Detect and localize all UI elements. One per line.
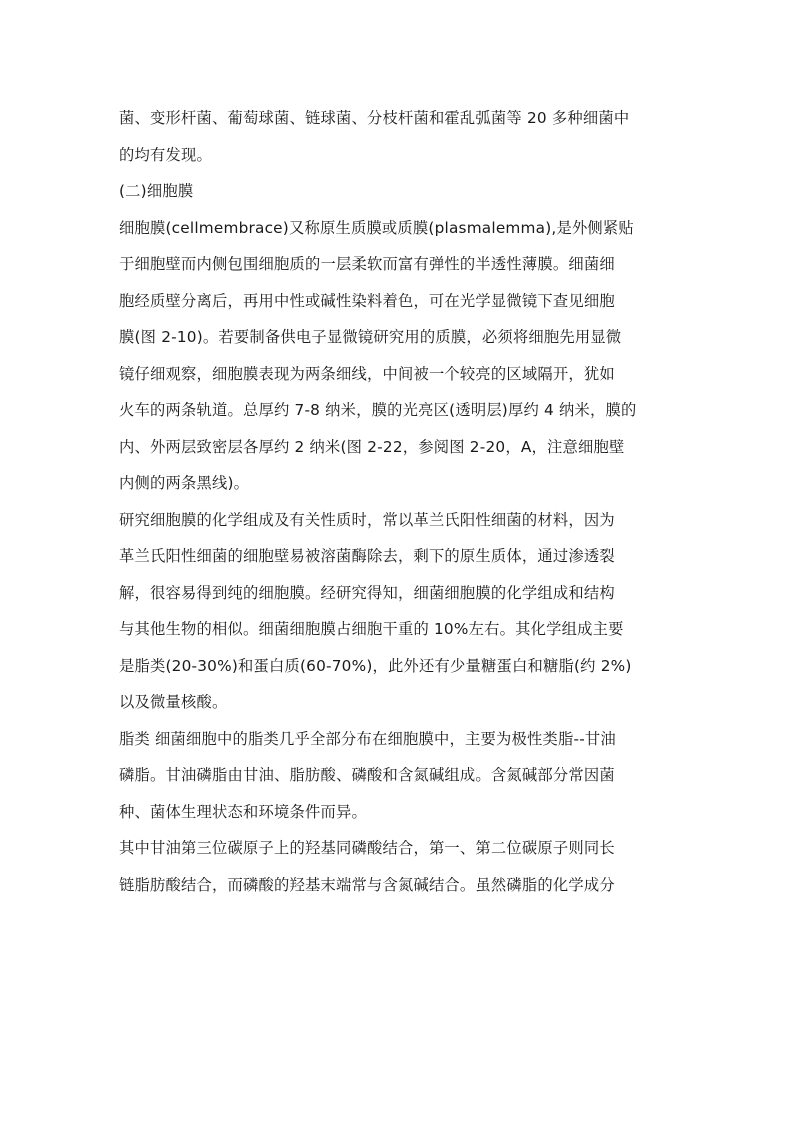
text-line: 解，很容易得到纯的细胞膜。经研究得知，细菌细胞膜的化学组成和结构 xyxy=(119,583,615,602)
text-line: 胞经质壁分离后，再用中性或碱性染料着色，可在光学显微镜下查见细胞 xyxy=(119,291,615,310)
text-line: 与其他生物的相似。细菌细胞膜占细胞干重的 10%左右。其化学组成主要 xyxy=(119,620,624,638)
text-line: 菌、变形杆菌、葡萄球菌、链球菌、分枝杆菌和霍乱弧菌等 20 多种细菌中 xyxy=(119,109,630,127)
text-line: 以及微量核酸。 xyxy=(119,693,228,711)
text-line: 研究细胞膜的化学组成及有关性质时，常以革兰氏阳性细菌的材料，因为 xyxy=(119,510,615,529)
text-line: 镜仔细观察，细胞膜表现为两条细线，中间被一个较亮的区域隔开，犹如 xyxy=(119,364,615,383)
text-line: 链脂肪酸结合，而磷酸的羟基末端常与含氮碱结合。虽然磷脂的化学成分 xyxy=(119,875,615,894)
text-line: 的均有发现。 xyxy=(119,145,212,164)
document-body xyxy=(119,100,679,903)
text-line: 膜(图 2-10)。若要制备供电子显微镜研究用的质膜，必须将细胞先用显微 xyxy=(119,328,622,346)
text-line: 于细胞壁而内侧包围细胞质的一层柔软而富有弹性的半透性薄膜。细菌细 xyxy=(119,255,615,273)
text-line: 其中甘油第三位碳原子上的羟基同磷酸结合，第一、第二位碳原子则同长 xyxy=(119,839,615,857)
text-line: 火车的两条轨道。总厚约 7-8 纳米，膜的光亮区(透明层)厚约 4 纳米，膜的 xyxy=(119,401,637,419)
text-line: 种、菌体生理状态和环境条件而异。 xyxy=(119,802,367,821)
text-line: 磷脂。甘油磷脂由甘油、脂肪酸、磷酸和含氮碱组成。含氮碱部分常因菌 xyxy=(119,766,615,784)
text-line: 内、外两层致密层各厚约 2 纳米(图 2-22，参阅图 2-20，A，注意细胞壁 xyxy=(119,437,625,456)
text-line: 是脂类(20-30%)和蛋白质(60-70%)，此外还有少量糖蛋白和糖脂(约 2%) xyxy=(119,656,632,675)
text-line: 革兰氏阳性细菌的细胞壁易被溶菌酶除去，剩下的原生质体，通过渗透裂 xyxy=(119,547,615,565)
text-line: 脂类 细菌细胞中的脂类几乎全部分布在细胞膜中，主要为极性类脂--甘油 xyxy=(119,729,616,748)
text-line: 细胞膜(cellmembrace)又称原生质膜或质膜(plasmalemma),是外侧紧贴 xyxy=(119,218,634,237)
section-heading: (二)细胞膜 xyxy=(119,182,194,200)
text-line: 内侧的两条黑线)。 xyxy=(119,474,250,492)
